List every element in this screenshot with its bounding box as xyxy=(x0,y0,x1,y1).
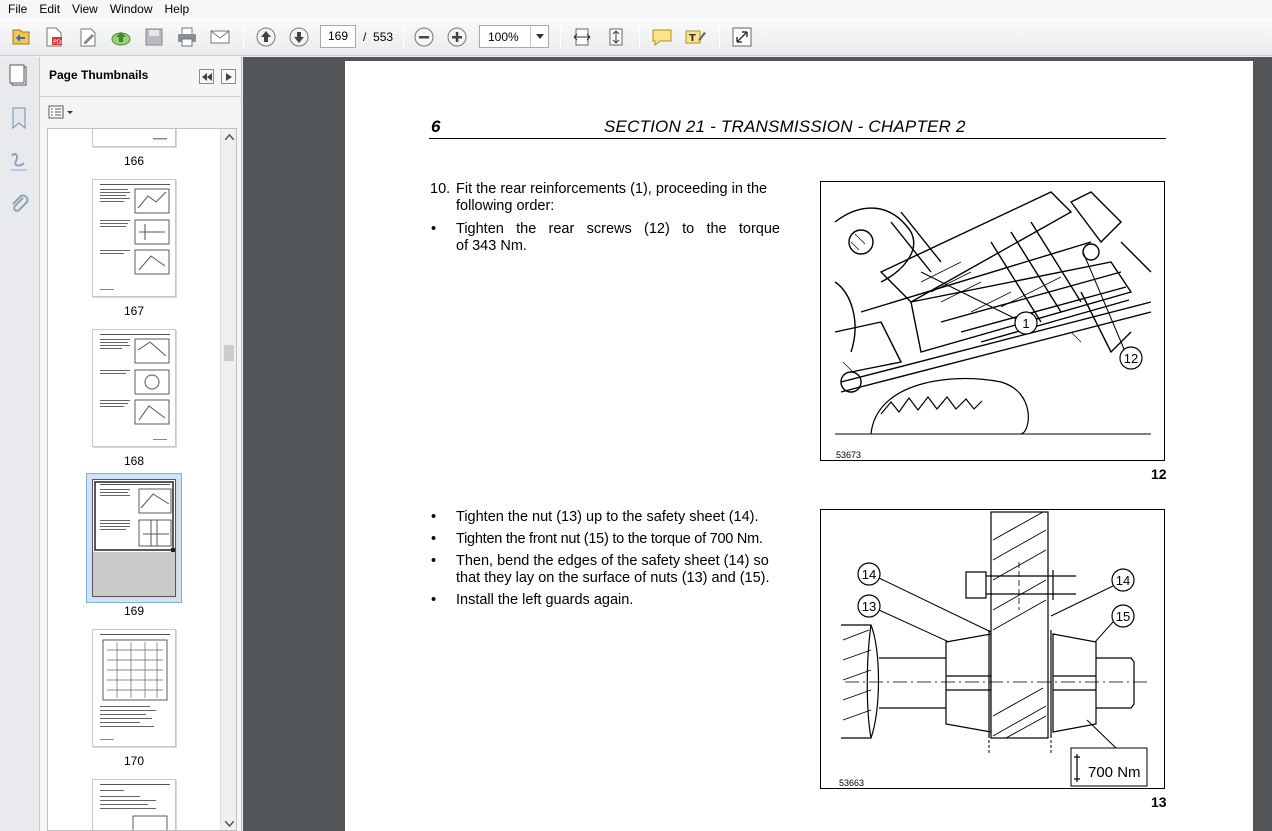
bullet: • xyxy=(431,592,437,608)
figure-code: 53673 xyxy=(836,450,862,460)
page-thumbnails-icon[interactable] xyxy=(6,61,32,91)
fit-page-icon[interactable] xyxy=(603,24,629,50)
bullet: • xyxy=(431,553,437,569)
menu-bar xyxy=(0,0,1272,18)
figure-number: 13 xyxy=(1151,794,1167,810)
instruction-text: that they lay on the surface of nuts (13) and (15). xyxy=(456,570,770,586)
page-number-input[interactable]: 169 xyxy=(320,25,356,48)
pdf-page xyxy=(345,61,1253,831)
svg-text:PDF: PDF xyxy=(53,39,65,46)
step-text: Fit the rear reinforcements (1), proceeding in the xyxy=(456,181,768,197)
figure-13-nut-assembly xyxy=(820,509,1165,789)
instruction-text: Tighten the rear screws (12) to the torque xyxy=(456,221,780,237)
thumbnail-options-button[interactable] xyxy=(48,103,76,121)
create-pdf-icon[interactable] xyxy=(41,24,67,50)
instruction-text: Tighten the front nut (15) to the torque of 700 Nm. xyxy=(456,531,763,547)
thumbnail-label: 166 xyxy=(123,154,145,168)
thumbnail-label: 169 xyxy=(123,604,145,618)
callout-12: 12 xyxy=(1123,351,1139,366)
instruction-text: Install the left guards again. xyxy=(456,592,634,608)
menu-window[interactable]: Window xyxy=(109,2,153,16)
zoom-in-icon[interactable] xyxy=(444,24,470,50)
bookmarks-icon[interactable] xyxy=(6,103,32,133)
bullet: • xyxy=(431,531,437,547)
instruction-text: Tighten the nut (13) up to the safety sheet (14). xyxy=(456,509,759,525)
collapse-panel-button[interactable] xyxy=(199,69,214,84)
chevron-down-icon[interactable] xyxy=(530,26,548,47)
callout-14: 14 xyxy=(1115,573,1131,588)
instruction-text: Then, bend the edges of the safety sheet (14) so xyxy=(456,553,769,569)
callout-14: 14 xyxy=(861,567,877,582)
thumbnail-label: 170 xyxy=(123,754,145,768)
fit-width-icon[interactable] xyxy=(569,24,595,50)
panel-header xyxy=(40,57,242,97)
navigation-rail xyxy=(0,57,40,831)
menu-view[interactable]: View xyxy=(72,2,98,16)
page-total: / 553 xyxy=(363,30,394,44)
fullscreen-icon[interactable] xyxy=(729,24,755,50)
figure-code: 53663 xyxy=(839,778,865,788)
next-page-icon[interactable] xyxy=(286,24,312,50)
thumbnail-list xyxy=(47,128,237,831)
upload-icon[interactable] xyxy=(108,24,134,50)
prev-page-icon[interactable] xyxy=(253,24,279,50)
thumbnail-page-171[interactable] xyxy=(92,779,176,831)
bullet: • xyxy=(431,509,437,525)
print-icon[interactable] xyxy=(174,24,200,50)
running-header xyxy=(429,115,1166,139)
thumbnail-page-167[interactable] xyxy=(92,179,176,297)
thumbnail-label: 167 xyxy=(123,304,145,318)
save-icon[interactable] xyxy=(141,24,167,50)
zoom-out-icon[interactable] xyxy=(411,24,437,50)
comment-icon[interactable] xyxy=(649,24,675,50)
callout-15: 15 xyxy=(1115,609,1131,624)
open-icon[interactable] xyxy=(8,24,34,50)
torque-label: 700 Nm xyxy=(1088,764,1141,781)
thumbnail-label: 168 xyxy=(123,454,145,468)
scrollbar-thumb[interactable] xyxy=(224,345,234,361)
toolbar xyxy=(0,18,1272,56)
callout-13: 13 xyxy=(861,599,877,614)
signatures-icon[interactable] xyxy=(6,147,32,177)
edit-icon[interactable] xyxy=(75,24,101,50)
svg-text:T: T xyxy=(689,33,696,44)
menu-edit[interactable]: Edit xyxy=(39,2,61,16)
thumbnail-page-169[interactable] xyxy=(92,479,176,597)
instruction-text: of 343 Nm. xyxy=(456,238,527,254)
scroll-up-icon[interactable] xyxy=(221,129,237,145)
menu-file[interactable]: File xyxy=(8,2,28,16)
figure-number: 12 xyxy=(1151,466,1167,482)
menu-help[interactable]: Help xyxy=(164,2,190,16)
attachments-icon[interactable] xyxy=(6,189,32,219)
highlight-icon[interactable] xyxy=(682,24,708,50)
page-number: 6 xyxy=(431,117,441,136)
document-viewer[interactable] xyxy=(243,57,1272,831)
callout-1: 1 xyxy=(1022,316,1030,331)
thumbnail-page-166[interactable] xyxy=(92,128,176,147)
thumbnail-page-168[interactable] xyxy=(92,329,176,447)
figure-12-reinforcement xyxy=(820,181,1165,461)
panel-title: Page Thumbnails xyxy=(49,68,149,82)
step-number: 10. xyxy=(430,181,451,197)
section-title: SECTION 21 - TRANSMISSION - CHAPTER 2 xyxy=(604,117,966,136)
scroll-down-icon[interactable] xyxy=(221,816,237,831)
thumbnail-scrollbar[interactable] xyxy=(220,129,236,831)
zoom-select[interactable]: 100% xyxy=(479,25,549,48)
thumbnail-page-170[interactable] xyxy=(92,629,176,747)
email-icon[interactable] xyxy=(207,24,233,50)
step-text: following order: xyxy=(456,198,555,214)
panel-menu-button[interactable] xyxy=(221,69,236,84)
bullet: • xyxy=(431,221,437,237)
thumbnails-panel xyxy=(40,57,242,831)
